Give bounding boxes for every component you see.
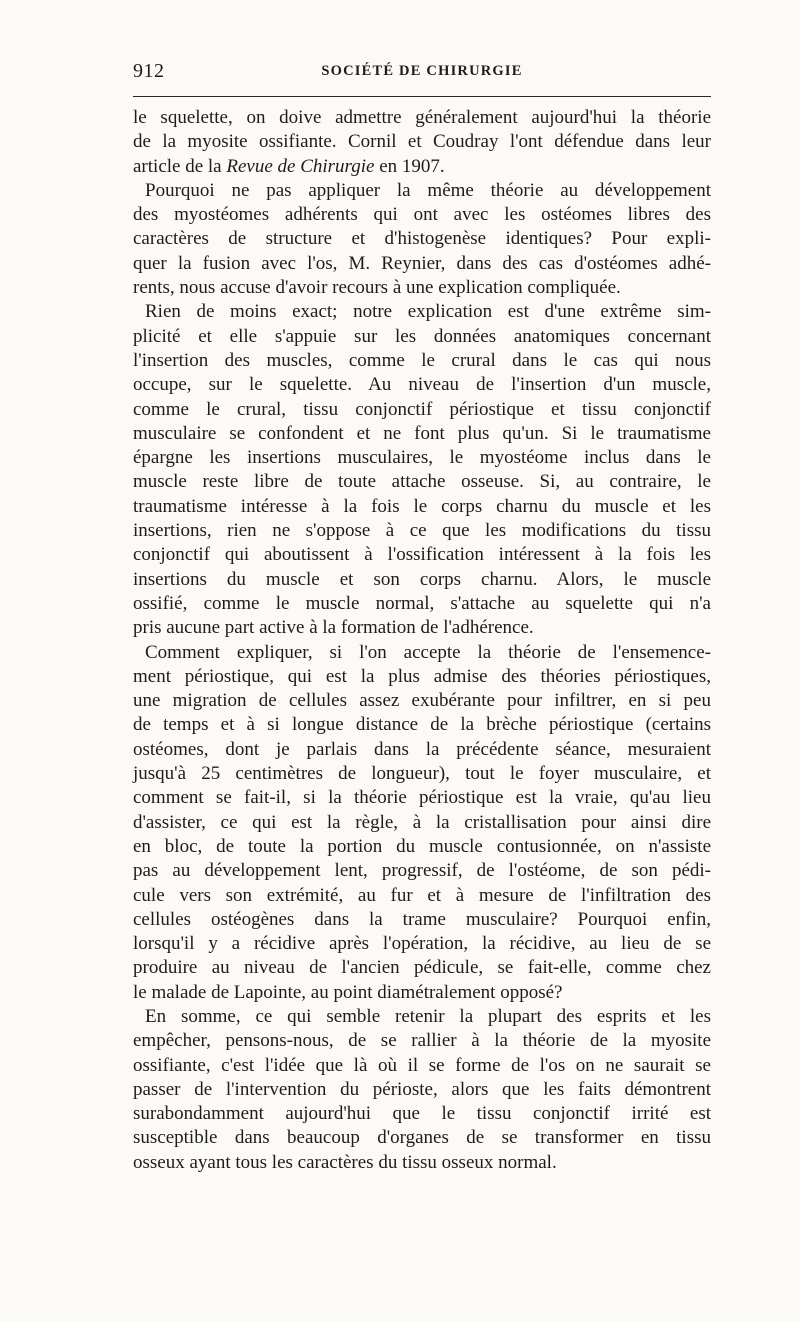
journal-title: Revue de Chirurgie [226,155,375,177]
text-line: occupe, sur le squelette. Au niveau de l'insertion d'un muscle, [133,374,711,396]
text-line: le squelette, on doive admettre généralement aujourd'hui la théorie [133,107,711,128]
text-line: pris aucune part active à la formation de l'adhérence. [133,617,534,639]
running-head [133,60,711,84]
text-line: susceptible dans beaucoup d'organes de se transformer en tissu [133,1127,711,1149]
text-line: comme le crural, tissu conjonctif périostique et tissu conjonctif [133,398,711,420]
text-line: passer de l'intervention du périoste, alors que les faits démontrent [133,1078,711,1100]
text-line: empêcher, pensons-nous, de se rallier à la théorie de la myosite [133,1030,711,1052]
paragraph [133,106,711,179]
text-line: Comment expliquer, si l'on accepte la théorie de l'ensemence- [145,641,711,663]
text-line: traumatisme intéresse à la fois le corps charnu du muscle et les [133,495,711,517]
paragraph [133,1005,711,1175]
text-line: rents, nous accuse d'avoir recours à une explication compliquée. [133,277,621,299]
page-number: 912 [133,60,165,82]
text-line: l'insertion des muscles, comme le crural dans le cas qui nous [133,349,711,371]
text-line: comment se fait-il, si la théorie périostique est la vraie, qu'au lieu [133,787,711,809]
text-line: surabondamment aujourd'hui que le tissu conjonctif irrité est [133,1103,711,1125]
text-line: le malade de Lapointe, au point diamétralement opposé? [133,981,563,1003]
text-line: caractères de structure et d'histogenèse identiques? Pour expli- [133,228,711,250]
text-line: ment périostique, qui est la plus admise des théories périostiques, [133,665,711,687]
text-line: plicité et elle s'appuie sur les données anatomiques concernant [133,325,711,347]
text-line: ossifiante, c'est l'idée que là où il se forme de l'os on ne saurait se [133,1054,711,1076]
text-line: jusqu'à 25 centimètres de longueur), tout le foyer musculaire, et [133,763,711,785]
text-line: cule vers son extrémité, au fur et à mesure de l'infiltration des [133,884,711,906]
text-segment: article de la [133,155,227,177]
text-line: En somme, ce qui semble retenir la plupart des esprits et les [145,1005,711,1027]
paragraph [133,179,711,300]
body-text [133,106,711,1175]
text-line: pas au développement lent, progressif, de l'ostéome, de son pédi- [133,860,711,882]
text-line: Pourquoi ne pas appliquer la même théorie au développement [145,179,711,201]
text-line: des myostéomes adhérents qui ont avec les ostéomes libres des [133,204,711,226]
text-line: conjonctif qui aboutissent à l'ossification intéressent à la fois les [133,544,711,566]
text-line: épargne les insertions musculaires, le myostéome inclus dans le [133,447,711,469]
text-line: musculaire se confondent et ne font plus qu'un. Si le traumatisme [133,422,711,444]
text-line: en bloc, de toute la portion du muscle contusionnée, on n'assiste [133,835,711,857]
paragraph [133,300,711,640]
text-line: ossifié, comme le muscle normal, s'attache au squelette qui n'a [133,592,711,614]
text-line [133,155,711,179]
text-line: cellules ostéogènes dans la trame musculaire? Pourquoi enfin, [133,908,711,930]
text-segment: en 1907. [374,155,445,177]
text-line: muscle reste libre de toute attache osseuse. Si, au contraire, le [133,471,711,493]
text-line: produire au niveau de l'ancien pédicule, se fait-elle, comme chez [133,957,711,979]
text-line: osseux ayant tous les caractères du tissu osseux normal. [133,1151,557,1173]
text-line: une migration de cellules assez exubérante pour infiltrer, en si peu [133,690,711,712]
text-line: insertions, rien ne s'oppose à ce que les modifications du tissu [133,520,711,542]
header-rule [133,96,711,97]
text-line: lorsqu'il y a récidive après l'opération, la récidive, au lieu de se [133,933,711,955]
text-line: Rien de moins exact; notre explication est d'une extrême sim- [145,301,711,323]
text-line: de temps et à si longue distance de la brèche périostique (certains [133,714,711,736]
running-title: SOCIÉTÉ DE CHIRURGIE [321,63,523,79]
text-line: quer la fusion avec l'os, M. Reynier, dans des cas d'ostéomes adhé- [133,252,711,274]
paragraph [133,641,711,1005]
text-line: de la myosite ossifiante. Cornil et Coudray l'ont défendue dans leur [133,131,711,153]
text-line: d'assister, ce qui est la règle, à la cristallisation pour ainsi dire [133,811,711,833]
text-line: insertions du muscle et son corps charnu. Alors, le muscle [133,568,711,590]
text-line: ostéomes, dont je parlais dans la précédente séance, mesuraient [133,738,711,760]
